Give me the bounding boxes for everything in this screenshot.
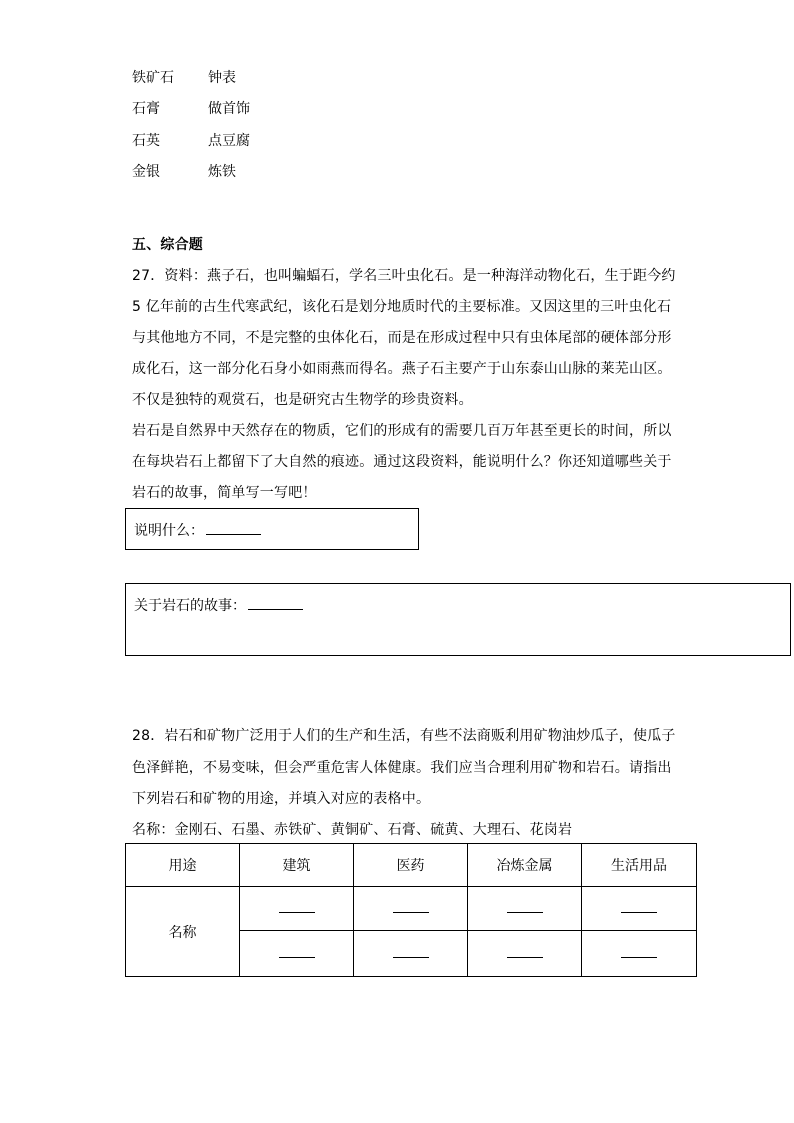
- matching-row: [132, 130, 332, 150]
- answer-cell[interactable]: [240, 887, 354, 931]
- table-header-cell: 生活用品: [582, 844, 697, 887]
- table-header-cell: 建筑: [240, 844, 354, 887]
- q27-text-line: 岩石的故事，简单写一写吧！: [132, 485, 317, 501]
- answer-blank[interactable]: [279, 902, 315, 913]
- section-heading: 五、综合题: [132, 237, 203, 253]
- answer-cell[interactable]: [582, 887, 697, 931]
- answer-blank[interactable]: [206, 522, 261, 535]
- q27-story-label: 关于岩石的故事：: [134, 595, 303, 615]
- answer-blank[interactable]: [507, 947, 543, 958]
- q27-text-line: 与其他地方不同，不是完整的虫体化石，而是在形成过程中只有虫体尾部的硬体部分形: [132, 330, 672, 346]
- answer-blank[interactable]: [279, 947, 315, 958]
- matching-left: 铁矿石: [132, 70, 174, 86]
- q27-text-line: 不仅是独特的观赏石，也是研究古生物学的珍贵资料。: [132, 392, 473, 408]
- matching-left: 石英: [132, 133, 160, 149]
- answer-cell[interactable]: [354, 887, 468, 931]
- answer-cell[interactable]: [468, 931, 582, 977]
- q27-text-line: 成化石，这一部分化石身小如雨燕而得名。燕子石主要产于山东泰山山脉的莱芜山区。: [132, 361, 672, 377]
- table-row: [126, 887, 697, 931]
- q28-text-line: 名称：金刚石、石墨、赤铁矿、黄铜矿、石膏、硫黄、大理石、花岗岩: [132, 822, 573, 838]
- answer-cell[interactable]: [468, 887, 582, 931]
- q28-text-line: 色泽鲜艳，不易变味，但会严重危害人体健康。我们应当合理利用矿物和岩石。请指出: [132, 760, 672, 776]
- table-header-row: [126, 844, 697, 887]
- table-row-label: 名称: [126, 887, 240, 977]
- answer-blank[interactable]: [621, 947, 657, 958]
- matching-row: [132, 67, 332, 87]
- answer-blank[interactable]: [393, 947, 429, 958]
- answer-cell[interactable]: [582, 931, 697, 977]
- table-header-cell: 冶炼金属: [468, 844, 582, 887]
- table-header-cell: 医药: [354, 844, 468, 887]
- q27-explain-label: 说明什么：: [134, 520, 261, 540]
- answer-blank[interactable]: [248, 597, 303, 610]
- answer-cell[interactable]: [354, 931, 468, 977]
- q27-text-line: 在每块岩石上都留下了大自然的痕迹。通过这段资料，能说明什么？你还知道哪些关于: [132, 454, 672, 470]
- q27-answer-box-explain[interactable]: [125, 508, 419, 550]
- q27-text-line: 27．资料：燕子石，也叫蝙蝠石，学名三叶虫化石。是一种海洋动物化石，生于距今约: [132, 268, 676, 284]
- answer-cell[interactable]: [240, 931, 354, 977]
- matching-row: [132, 98, 332, 118]
- matching-right: 做首饰: [208, 101, 250, 117]
- matching-row: [132, 161, 332, 181]
- matching-left: 金银: [132, 164, 160, 180]
- table-header-cell: 用途: [126, 844, 240, 887]
- q27-text-line: 岩石是自然界中天然存在的物质，它们的形成有的需要几百万年甚至更长的时间，所以: [132, 423, 672, 439]
- q28-text-line: 下列岩石和矿物的用途，并填入对应的表格中。: [132, 791, 431, 807]
- matching-right: 炼铁: [208, 164, 236, 180]
- uses-table: [125, 843, 697, 977]
- matching-left: 石膏: [132, 101, 160, 117]
- answer-blank[interactable]: [507, 902, 543, 913]
- q27-text-line: 5 亿年前的古生代寒武纪，该化石是划分地质时代的主要标准。又因这里的三叶虫化石: [132, 299, 672, 315]
- q28-text-line: 28．岩石和矿物广泛用于人们的生产和生活，有些不法商贩利用矿物油炒瓜子，使瓜子: [132, 728, 676, 744]
- answer-blank[interactable]: [393, 902, 429, 913]
- matching-right: 钟表: [208, 70, 236, 86]
- answer-blank[interactable]: [621, 902, 657, 913]
- matching-right: 点豆腐: [208, 133, 250, 149]
- q27-answer-box-story[interactable]: [125, 583, 791, 656]
